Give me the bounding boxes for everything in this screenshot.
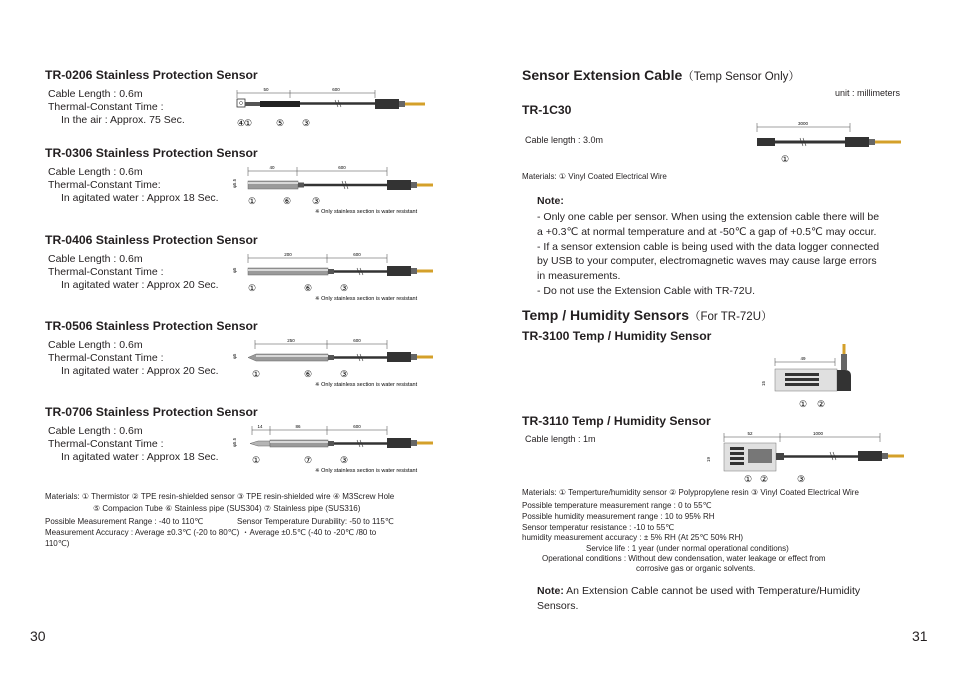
model-title: TR-1C30 [522, 103, 572, 117]
sensor-title: TR-0406 Stainless Protection Sensor [45, 233, 258, 247]
sensor-spec: Cable Length : 0.6m [48, 166, 143, 178]
materials-line: Materials: ① Thermistor ② TPE resin-shielded sensor ③ TPE resin-shielded wire ④ M3Screw Hole [45, 492, 395, 501]
sensor-title: TR-0306 Stainless Protection Sensor [45, 146, 258, 160]
dim-label: 600 [353, 252, 361, 257]
cable-length: Cable length : 1m [525, 434, 596, 444]
sensor-diagram [230, 84, 440, 132]
sensor-spec: In agitated water : Approx 18 Sec. [61, 192, 219, 204]
dim-label: φ5 [232, 267, 237, 273]
dim-label: 50 [263, 87, 269, 92]
water-note: ※ Only stainless section is water resistant [315, 296, 418, 302]
marker: ① [244, 118, 253, 128]
cable-materials: Materials: ① Vinyl Coated Electrical Wire [522, 172, 667, 181]
spec-line: Sensor temperatur resistance : -10 to 55℃ [522, 523, 675, 532]
note-line: in measurements. [537, 270, 621, 283]
accuracy-text: Measurement Accuracy : Average ±0.3℃ (-20 to 80℃) ・Average ±0.5℃ (-40 to -20℃ /80 to [45, 528, 377, 537]
section-title-text: Sensor Extension Cable [522, 67, 683, 83]
spec-line: Materials: ① Temperture/humidity sensor ② Polypropylene resin ③ Vinyl Coated Electrical Wire [522, 488, 859, 497]
sensor-spec: Thermal-Constant Time : [48, 438, 164, 450]
sensor-spec: Cable Length : 0.6m [48, 253, 143, 265]
note-line: - Do not use the Extension Cable with TR-72U. [537, 284, 756, 297]
dim-label: 1000 [812, 431, 824, 436]
marker: ① [248, 283, 257, 293]
durability-text: Sensor Temperature Durability: -50 to 115℃ [237, 517, 394, 526]
marker: ② [817, 399, 826, 409]
marker: ③ [797, 474, 806, 484]
model-title: TR-3100 Temp / Humidity Sensor [522, 329, 712, 343]
dim-label: 600 [353, 424, 361, 429]
note-line: a +0.3℃ at normal temperature and at -50℃ a gap of +0.5℃ may occur. [537, 225, 877, 238]
sensor-spec: Cable Length : 0.6m [48, 339, 143, 351]
cable-diagram [755, 120, 905, 165]
unit-label: unit : millimeters [835, 88, 901, 98]
dim-label: 15 [761, 380, 766, 386]
marker: ⑥ [283, 196, 292, 206]
note-title: Note: [537, 195, 564, 207]
cable-length: Cable length : 3.0m [525, 135, 604, 145]
page-number: 30 [30, 628, 46, 644]
dim-label: 250 [287, 338, 295, 343]
note-line: - Only one cable per sensor. When using the extension cable there will be [537, 211, 880, 223]
marker: ⑥ [304, 283, 313, 293]
marker: ⑦ [304, 455, 313, 465]
th-sensor-diagram [755, 342, 865, 412]
sensor-spec: Thermal-Constant Time : [48, 266, 164, 278]
marker: ① [248, 196, 257, 206]
accuracy-text: 110℃) [45, 539, 70, 548]
sensor-spec: Cable Length : 0.6m [48, 425, 143, 437]
spec-line: Possible temperature measurement range : 0 to 55℃ [522, 501, 712, 510]
sensor-spec: In agitated water : Approx 20 Sec. [61, 365, 219, 377]
marker: ④ [237, 118, 246, 128]
dim-label: 86 [295, 424, 301, 429]
marker: ② [760, 474, 769, 484]
sensor-diagram [230, 251, 440, 305]
sensor-spec: In agitated water : Approx 20 Sec. [61, 279, 219, 291]
sensor-spec: Thermal-Constant Time : [48, 101, 164, 113]
section-title-text: Temp / Humidity Sensors [522, 307, 689, 323]
op-conditions: Operational conditions : Without dew condensation, water leakage or effect from [542, 554, 826, 563]
section-subtitle: （For TR-72U） [689, 311, 773, 323]
dim-label: 600 [353, 338, 361, 343]
marker: ⑥ [304, 369, 313, 379]
section-title [522, 67, 800, 84]
marker: ③ [340, 283, 349, 293]
page-number: 31 [912, 628, 928, 644]
dim-label: φ5.5 [232, 437, 237, 447]
model-title: TR-3110 Temp / Humidity Sensor [522, 414, 711, 428]
final-note-label: Note: [537, 585, 564, 597]
dim-label: 200 [284, 252, 292, 257]
dim-label: 40 [269, 165, 275, 170]
sensor-spec: In agitated water : Approx 18 Sec. [61, 451, 219, 463]
section-subtitle: （Temp Sensor Only） [682, 71, 800, 83]
marker: ① [252, 369, 261, 379]
dim-label: 52 [747, 431, 753, 436]
sensor-diagram [230, 337, 440, 391]
final-note [537, 585, 860, 597]
water-note: ※ Only stainless section is water resistant [315, 209, 418, 215]
dim-label: 19 [706, 456, 711, 462]
marker: ③ [340, 455, 349, 465]
sensor-title: TR-0506 Stainless Protection Sensor [45, 319, 258, 333]
final-note-cont: Sensors. [537, 600, 579, 612]
dim-label: 49 [800, 356, 806, 361]
dim-label: 14 [257, 424, 263, 429]
water-note: ※ Only stainless section is water resistant [315, 468, 418, 474]
sensor-spec: Thermal-Constant Time : [48, 352, 164, 364]
marker: ③ [312, 196, 321, 206]
dim-label: 600 [338, 165, 346, 170]
note-body [537, 210, 917, 299]
marker: ⑤ [276, 118, 285, 128]
service-life: Service life : 1 year (under normal operational conditions) [586, 544, 789, 553]
sensor-title: TR-0206 Stainless Protection Sensor [45, 68, 258, 82]
section-title [522, 307, 773, 324]
dim-label: 3000 [797, 121, 809, 126]
sensor-title: TR-0706 Stainless Protection Sensor [45, 405, 258, 419]
marker: ③ [302, 118, 311, 128]
sensor-spec: In the air : Approx. 75 Sec. [61, 114, 185, 126]
op-conditions: corrosive gas or organic solvents. [636, 564, 756, 573]
spec-line: Possible humidity measurement range : 10 to 95% RH [522, 512, 715, 521]
water-note: ※ Only stainless section is water resistant [315, 382, 418, 388]
final-note-text: An Extension Cable cannot be used with Temperature/Humidity [563, 585, 861, 597]
sensor-spec: Cable Length : 0.6m [48, 88, 143, 100]
marker: ① [744, 474, 753, 484]
sensor-spec: Thermal-Constant Time: [48, 179, 161, 191]
marker: ① [781, 154, 790, 164]
sensor-diagram [230, 423, 440, 477]
marker: ③ [340, 369, 349, 379]
note-line: by USB to your computer, electromagnetic waves may cause large errors [537, 255, 877, 268]
dim-label: 600 [332, 87, 340, 92]
th-sensor-diagram [700, 430, 910, 485]
dim-label: φ5.5 [232, 178, 237, 188]
dim-label: φ5 [232, 353, 237, 359]
marker: ① [252, 455, 261, 465]
note-line: - If a sensor extension cable is being used with the data logger connected [537, 240, 880, 253]
spec-line: humidity measurement accuracy : ± 5% RH (At 25℃ 50% RH) [522, 533, 744, 542]
marker: ① [799, 399, 808, 409]
range-text: Possible Measurement Range : -40 to 110℃ [45, 517, 204, 526]
sensor-diagram [230, 164, 440, 218]
materials-line: ⑤ Compacion Tube ⑥ Stainless pipe (SUS304) ⑦ Stainless pipe (SUS316) [93, 504, 361, 513]
